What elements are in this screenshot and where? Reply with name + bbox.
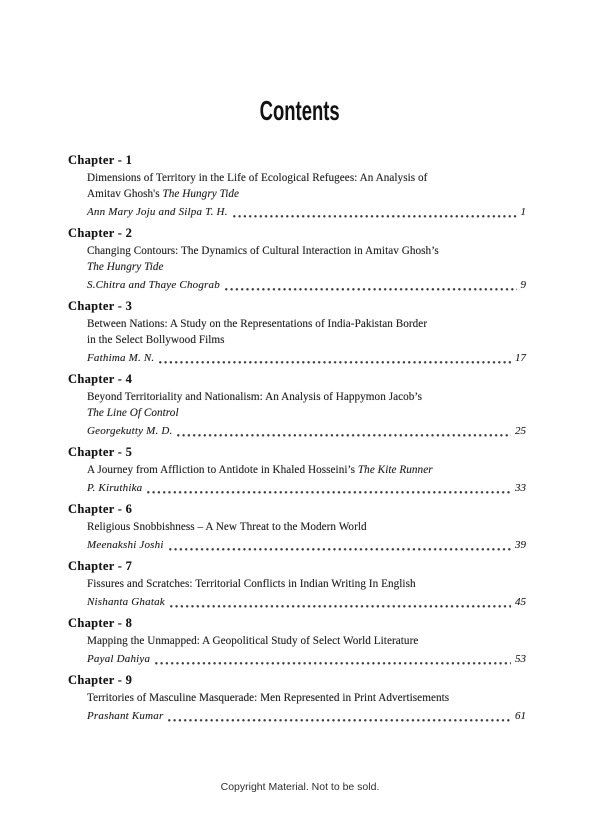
- chapter-block: [68, 672, 526, 725]
- title-text: Dimensions of Territory in the Life of Ecological Refugees: An Analysis of: [87, 172, 428, 184]
- dot-leader: [169, 548, 511, 551]
- dot-leader: [225, 288, 517, 291]
- chapter-title-line: [87, 576, 526, 592]
- dot-leader: [168, 719, 511, 722]
- author-row: [87, 479, 526, 497]
- chapter-block: [68, 225, 526, 294]
- page-number: 33: [515, 482, 526, 494]
- chapter-title: [87, 243, 526, 275]
- chapter-block: [68, 152, 526, 221]
- chapter-number: Chapter - 1: [68, 153, 133, 167]
- author-row: [87, 349, 526, 367]
- book-title-text: The Kite Runner: [357, 464, 433, 476]
- page-number: 45: [515, 596, 526, 608]
- author-name: Fathima M. N.: [87, 352, 155, 364]
- chapter-title-line: [87, 332, 526, 348]
- book-title-text: The Line Of Control: [87, 407, 179, 419]
- chapter-block: [68, 371, 526, 440]
- chapter-number: Chapter - 4: [68, 372, 133, 386]
- copyright-footer: Copyright Material. Not to be sold.: [220, 781, 380, 793]
- dot-leader: [170, 605, 511, 608]
- author-row: [87, 203, 526, 221]
- page-number: 53: [515, 653, 526, 665]
- chapter-title-line: [87, 633, 526, 649]
- title-text: A Journey from Affliction to Antidote in Khaled Hosseini’s: [87, 464, 358, 476]
- toc-list: [68, 152, 526, 729]
- chapter-title: [87, 690, 526, 706]
- author-name: Meenakshi Joshi: [87, 539, 164, 551]
- chapter-title-line: [87, 316, 526, 332]
- author-name: Prashant Kumar: [87, 710, 164, 722]
- title-text: Mapping the Unmapped: A Geopolitical Study of Select World Literature: [87, 635, 419, 647]
- chapter-number: Chapter - 2: [68, 226, 133, 240]
- page-number: 61: [515, 710, 526, 722]
- dot-leader: [233, 215, 517, 218]
- chapter-title: [87, 170, 526, 202]
- dot-leader: [177, 434, 511, 437]
- title-text: Amitav Ghosh's: [87, 188, 163, 200]
- author-name: Nishanta Ghatak: [87, 596, 165, 608]
- page-number: 39: [515, 539, 526, 551]
- title-text: Between Nations: A Study on the Representations of India-Pakistan Border: [87, 318, 428, 330]
- chapter-title-line: [87, 243, 526, 259]
- chapter-title-line: [87, 389, 526, 405]
- page-number: 25: [515, 425, 526, 437]
- chapter-number: Chapter - 6: [68, 502, 133, 516]
- title-text: Changing Contours: The Dynamics of Cultural Interaction in Amitav Ghosh’s: [87, 245, 439, 257]
- chapter-number: Chapter - 3: [68, 299, 133, 313]
- book-title-text: The Hungry Tide: [87, 261, 164, 273]
- page-number: 9: [520, 279, 526, 291]
- author-name: Payal Dahiya: [87, 653, 151, 665]
- dot-leader: [159, 361, 511, 364]
- chapter-title-line: [87, 186, 526, 202]
- author-row: [87, 707, 526, 725]
- chapter-title-line: [87, 690, 526, 706]
- chapter-title: [87, 389, 526, 421]
- author-row: [87, 536, 526, 554]
- chapter-title: [87, 462, 526, 478]
- author-name: Ann Mary Joju and Silpa T. H.: [87, 206, 228, 218]
- chapter-number: Chapter - 9: [68, 673, 133, 687]
- page-number: 1: [520, 206, 526, 218]
- page-title-text: Contents: [259, 95, 341, 126]
- chapter-block: [68, 444, 526, 497]
- chapter-title-line: [87, 170, 526, 186]
- chapter-title: [87, 519, 526, 535]
- dot-leader: [147, 491, 511, 494]
- chapter-number: Chapter - 5: [68, 445, 133, 459]
- chapter-block: [68, 558, 526, 611]
- author-name: Georgekutty M. D.: [87, 425, 173, 437]
- title-text: in the Select Bollywood Films: [87, 334, 225, 346]
- page-title: [0, 95, 600, 128]
- chapter-title-line: [87, 259, 526, 275]
- chapter-title-line: [87, 405, 526, 421]
- book-title-text: The Hungry Tide: [162, 188, 240, 200]
- chapter-block: [68, 615, 526, 668]
- dot-leader: [155, 662, 511, 665]
- page-number: 17: [515, 352, 526, 364]
- title-text: Beyond Territoriality and Nationalism: An Analysis of Happymon Jacob’s: [87, 391, 422, 403]
- author-row: [87, 593, 526, 611]
- chapter-title: [87, 316, 526, 348]
- chapter-block: [68, 501, 526, 554]
- author-row: [87, 650, 526, 668]
- author-name: P. Kiruthika: [87, 482, 143, 494]
- title-text: Religious Snobbishness – A New Threat to the Modern World: [87, 521, 367, 533]
- title-text: Fissures and Scratches: Territorial Conflicts in Indian Writing In English: [87, 578, 416, 590]
- chapter-title-line: [87, 462, 526, 478]
- author-name: S.Chitra and Thaye Chograb: [87, 279, 220, 291]
- chapter-title: [87, 576, 526, 592]
- chapter-number: Chapter - 7: [68, 559, 133, 573]
- chapter-block: [68, 298, 526, 367]
- chapter-title: [87, 633, 526, 649]
- title-text: Territories of Masculine Masquerade: Men Represented in Print Advertisements: [87, 692, 450, 704]
- chapter-title-line: [87, 519, 526, 535]
- author-row: [87, 276, 526, 294]
- author-row: [87, 422, 526, 440]
- chapter-number: Chapter - 8: [68, 616, 133, 630]
